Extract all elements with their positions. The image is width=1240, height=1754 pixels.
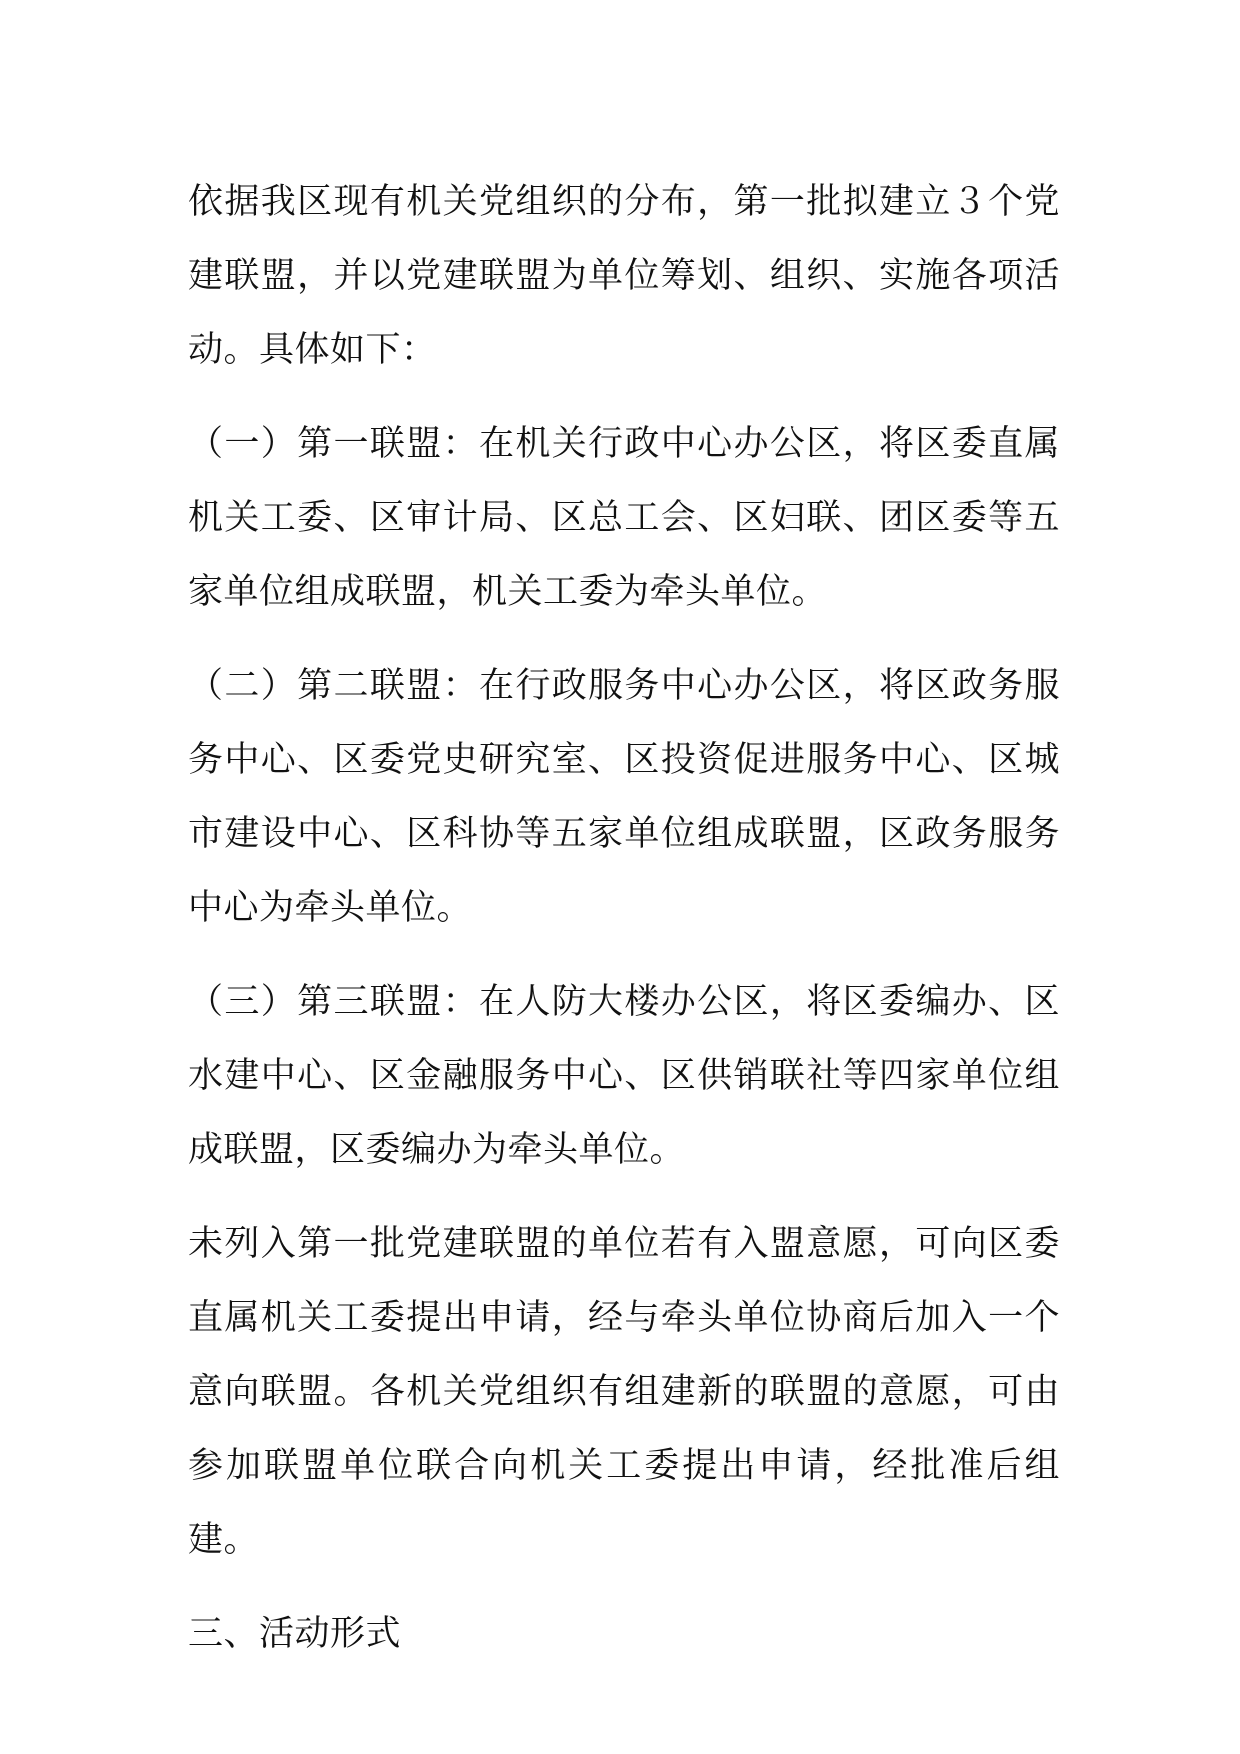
document-body	[188, 165, 1060, 1671]
paragraph-first-alliance: （一）第一联盟：在机关行政中心办公区，将区委直属机关工委、区审计局、区总工会、区妇联、团区委等五家单位组成联盟，机关工委为牵头单位。	[188, 424, 1060, 612]
paragraph-joining-rules: 未列入第一批党建联盟的单位若有入盟意愿，可向区委直属机关工委提出申请，经与牵头单位协商后加入一个意向联盟。各机关党组织有组建新的联盟的意愿，可由参加联盟单位联合向机关工委提出申请，经批准后组建。	[188, 1224, 1060, 1560]
paragraph-alliance-overview: 依据我区现有机关党组织的分布，第一批拟建立３个党建联盟，并以党建联盟为单位筹划、组织、实施各项活动。具体如下：	[188, 182, 1060, 370]
paragraph-third-alliance: （三）第三联盟：在人防大楼办公区，将区委编办、区水建中心、区金融服务中心、区供销联社等四家单位组成联盟，区委编办为牵头单位。	[188, 982, 1060, 1170]
section-heading: 三、活动形式	[188, 1614, 402, 1654]
paragraph-second-alliance: （二）第二联盟：在行政服务中心办公区，将区政务服务中心、区委党史研究室、区投资促进服务中心、区城市建设中心、区科协等五家单位组成联盟，区政务服务中心为牵头单位。	[188, 666, 1060, 928]
